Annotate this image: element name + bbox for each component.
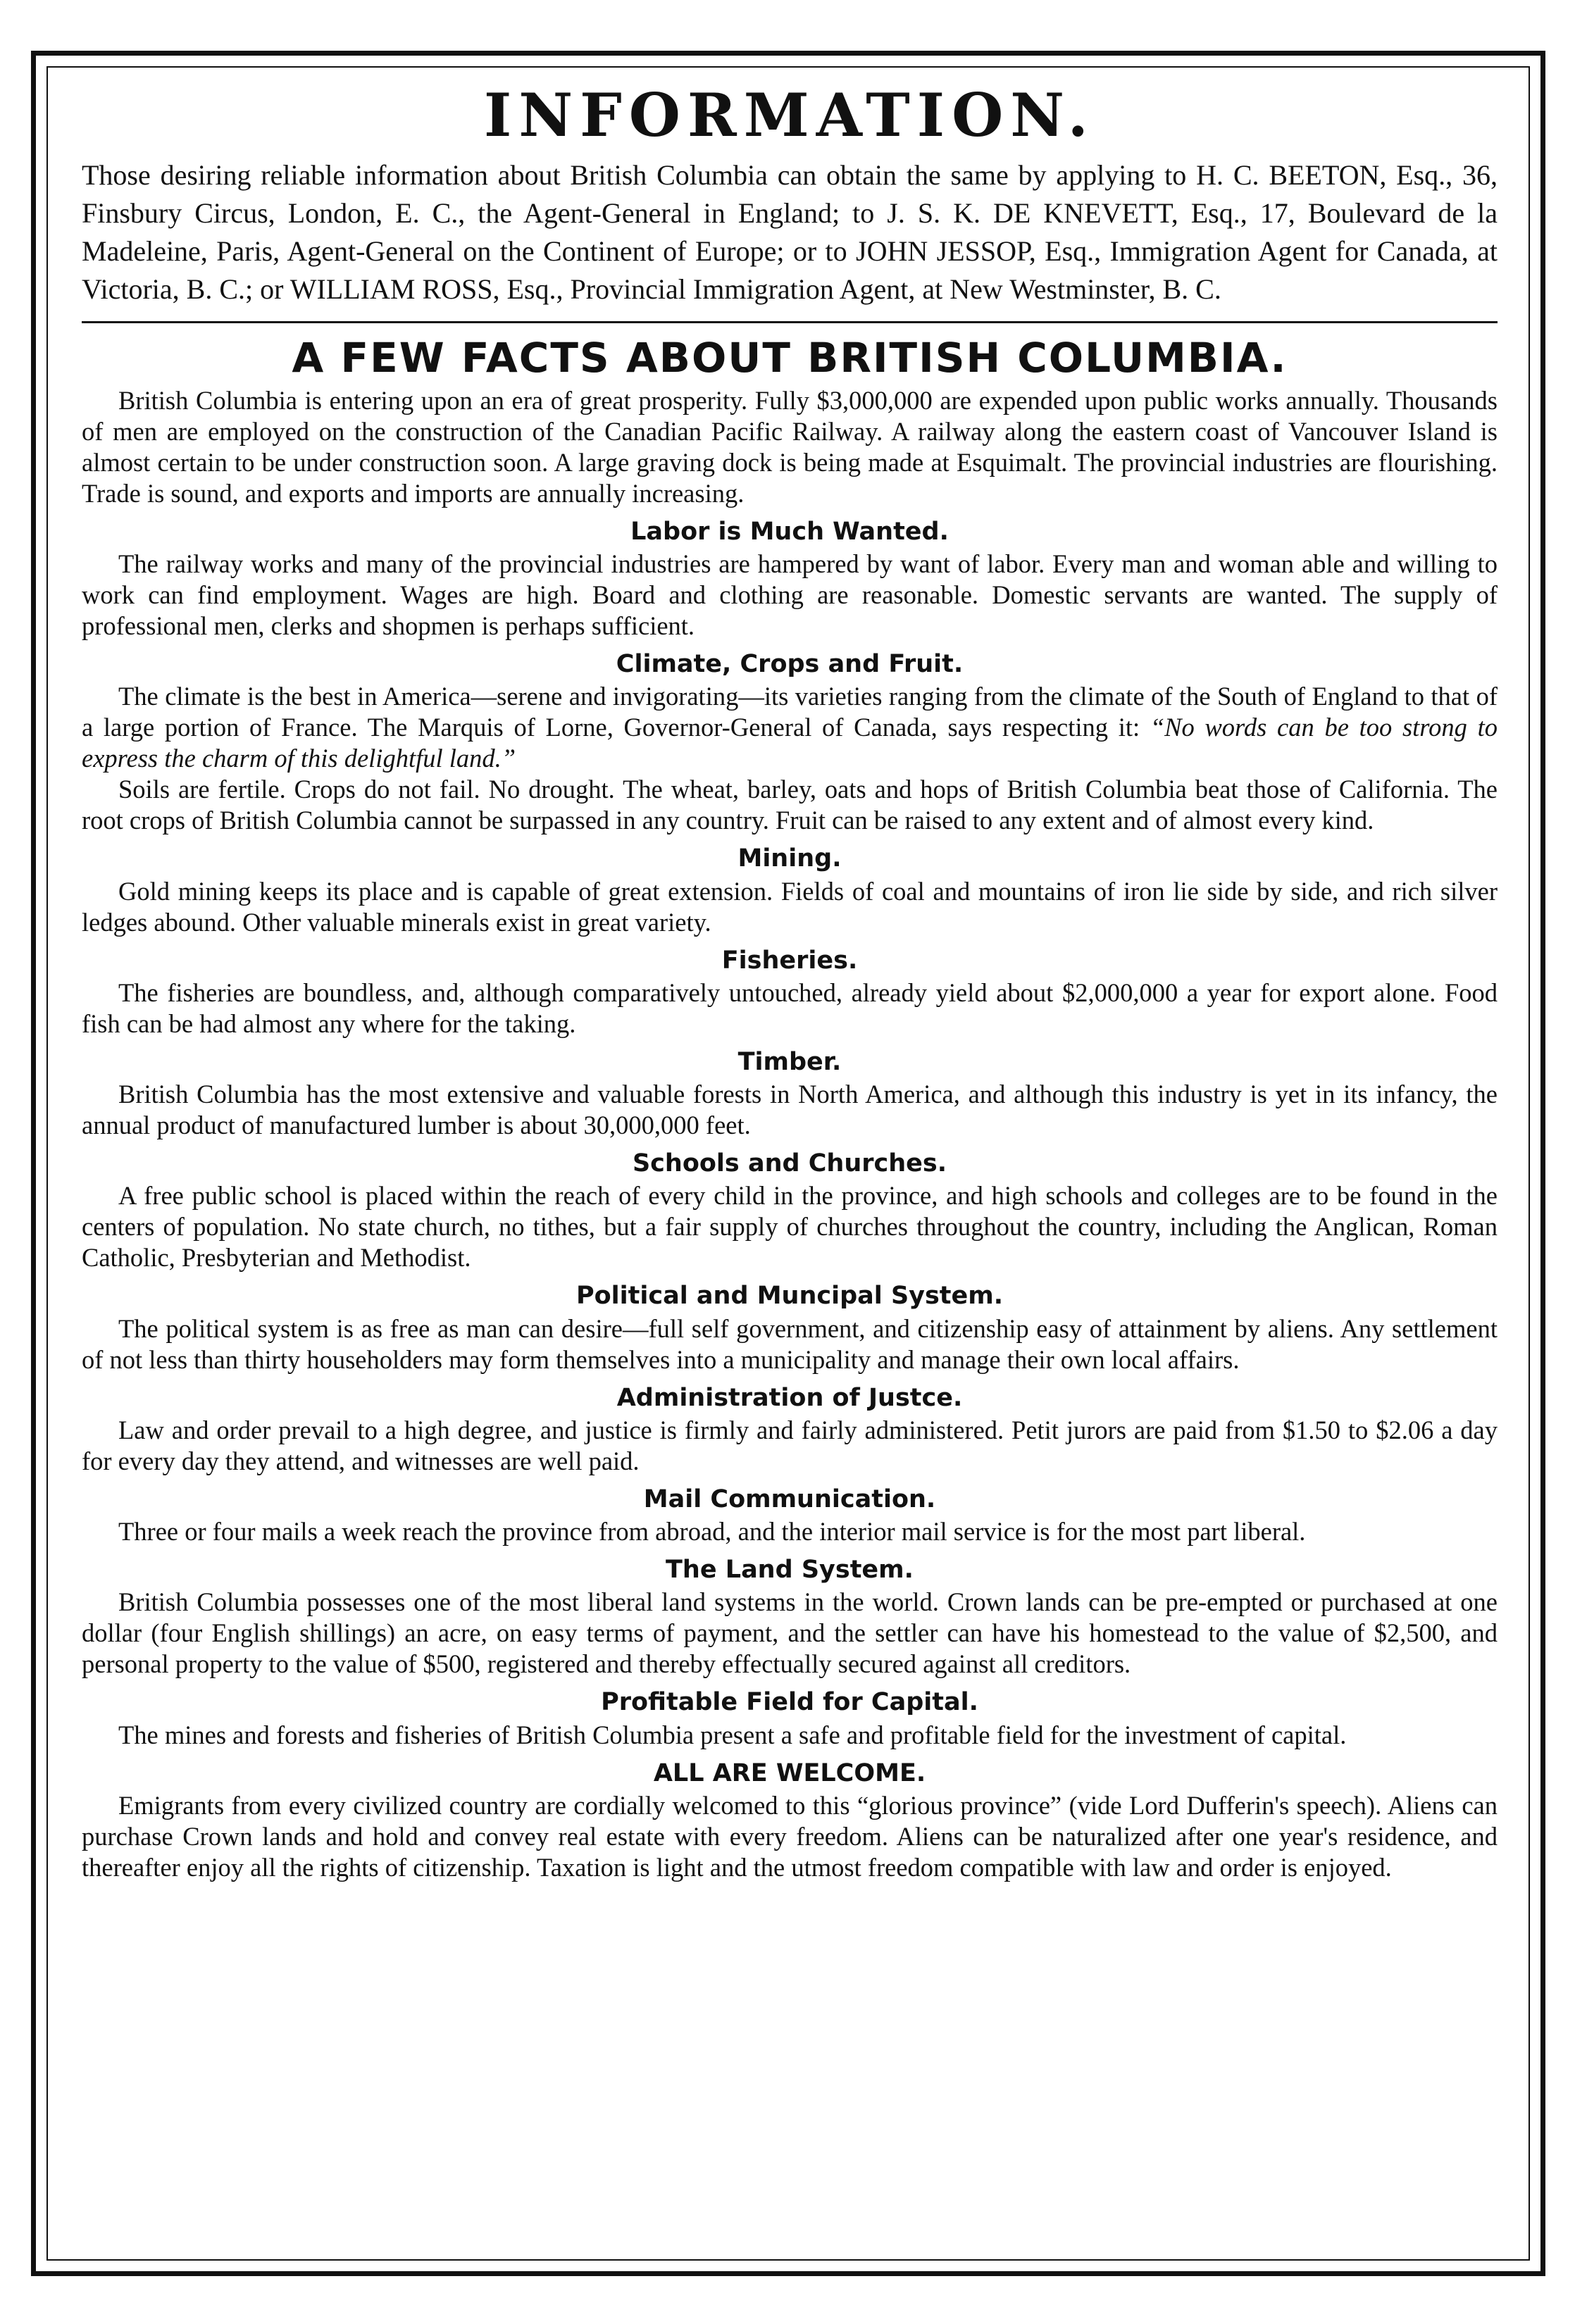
paragraph-text: The mines and forests and fisheries of British Columbia present a safe and profitable field for the investment of capital. <box>118 1720 1347 1749</box>
section-heading: The Land System. <box>666 1556 914 1585</box>
section-heading: Profitable Field for Capital. <box>601 1688 978 1717</box>
section-paragraph <box>82 876 1498 938</box>
section-paragraph <box>82 977 1498 1039</box>
section-heading: Schools and Churches. <box>632 1149 947 1178</box>
information-body: Those desiring reliable information about British Columbia can obtain the same by applying to H. C. BEETON, Esq., 36, Finsbury Circus, London, E. C., the Agent-General in England; to J. S. K. DE KNEVETT, Esq., 17, Boulevard de la Madeleine, Paris, Agent-General on the Continent of Europe; or to JOHN JESSOP, Esq., Immigration Agent for Canada, at Victoria, B. C.; or WILLIAM ROSS, Esq., Provincial Immigration Agent, at New Westminster, B. C. <box>82 159 1498 306</box>
section-heading: Climate, Crops and Fruit. <box>616 650 964 679</box>
section-heading: Administration of Justce. <box>616 1383 963 1412</box>
paragraph-quote: “No words can be too strong to express the charm of this delightful land.” <box>82 713 1498 773</box>
facts-intro: British Columbia is entering upon an era of great prosperity. Fully $3,000,000 are expended upon public works annually. Thousands of men are employed on the construction of the Canadian Pacific Railway. A railway along the eastern coast of Vancouver Island is almost certain to be under construction soon. A large graving dock is being made at Esquimalt. The provincial industries are flourishing. Trade is sound, and exports and imports are annually increasing. <box>82 385 1498 508</box>
section-paragraph <box>82 774 1498 836</box>
paragraph-text: Gold mining keeps its place and is capable of great extension. Fields of coal and mountains of iron lie side by side, and rich silver ledges abound. Other valuable minerals exist in great variety. <box>82 876 1498 937</box>
section-paragraph <box>82 681 1498 774</box>
section-paragraph <box>82 549 1498 642</box>
section-paragraph <box>82 1079 1498 1141</box>
paragraph-text: British Columbia has the most extensive and valuable forests in North America, and although this industry is yet in its infancy, the annual product of manufactured lumber is about 30,000,000 feet. <box>82 1080 1498 1140</box>
section-heading: Mail Communication. <box>643 1485 936 1513</box>
section-heading: Fisheries. <box>721 946 858 975</box>
paragraph-text: Emigrants from every civilized country are cordially welcomed to this “glorious province” (vide Lord Dufferin's speech). Aliens can purchase Crown lands and hold and convey real estate with every freedom. Aliens can be naturalized after one year's residence, and thereafter enjoy all the rights of citizenship. Taxation is light and the utmost freedom compatible with law and order is enjoyed. <box>82 1790 1498 1882</box>
paragraph-text: The climate is the best in America—serene and invigorating—its varieties ranging from the climate of the South of England to that of a large portion of France. The Marquis of Lorne, Governor-General of Canada, says respecting it: <box>82 682 1498 742</box>
section-paragraph <box>82 1180 1498 1273</box>
section-heading: Timber. <box>737 1047 842 1076</box>
paragraph-text: Soils are fertile. Crops do not fail. No drought. The wheat, barley, oats and hops of British Columbia beat those of California. The root crops of British Columbia cannot be surpassed in any country. Fruit can be raised to any extent and of almost every kind. <box>82 775 1498 835</box>
section-paragraph <box>82 1587 1498 1680</box>
section-heading: Mining. <box>737 844 842 873</box>
section-paragraph <box>82 1415 1498 1477</box>
paragraph-text: British Columbia possesses one of the most liberal land systems in the world. Crown lands can be pre-empted or purchased at one dollar (four English shillings) an acre, on easy terms of payment, and the settler can have his homestead to the value of $2,500, and personal property to the value of $500, registered and thereby effectually secured against all creditors. <box>82 1587 1498 1679</box>
section-heading: Political and Muncipal System. <box>575 1282 1004 1311</box>
paragraph-text: Three or four mails a week reach the province from abroad, and the interior mail service is for the most part liberal. <box>118 1517 1306 1547</box>
paragraph-text: The railway works and many of the provincial industries are hampered by want of labor. Every man and woman able and willing to work can find employment. Wages are high. Board and clothing are reasonable. Domestic servants are wanted. The supply of professional men, clerks and shopmen is perhaps sufficient. <box>82 549 1498 641</box>
paragraph-text: A free public school is placed within the reach of every child in the province, and high schools and colleges are to be found in the centers of population. No state church, no tithes, but a fair supply of churches throughout the country, including the Anglican, Roman Catholic, Presbyterian and Methodist. <box>82 1181 1498 1273</box>
section-paragraph <box>82 1516 1498 1547</box>
section-paragraph <box>82 1313 1498 1375</box>
information-title: INFORMATION. <box>484 80 1095 150</box>
section-paragraph <box>82 1790 1498 1883</box>
document-content <box>82 80 1498 1883</box>
section-divider <box>82 321 1498 323</box>
section-heading: Labor is Much Wanted. <box>630 517 949 546</box>
paragraph-text: The political system is as free as man can desire—full self government, and citizenship easy of attainment by aliens. Any settlement of not less than thirty householders may form themselves into a municipality and manage their own local affairs. <box>82 1313 1498 1374</box>
facts-title: A FEW FACTS ABOUT BRITISH COLUMBIA. <box>292 334 1288 382</box>
paragraph-text: The fisheries are boundless, and, although comparatively untouched, already yield about $2,000,000 a year for export alone. Food fish can be had almost any where for the taking. <box>82 977 1498 1038</box>
section-paragraph <box>82 1720 1498 1751</box>
section-heading: ALL ARE WELCOME. <box>653 1758 926 1787</box>
paragraph-text: Law and order prevail to a high degree, and justice is firmly and fairly administered. Petit jurors are paid from $1.50 to $2.06 a day for every day they attend, and witnesses are well paid. <box>82 1415 1498 1475</box>
facts-sections <box>82 518 1498 1883</box>
